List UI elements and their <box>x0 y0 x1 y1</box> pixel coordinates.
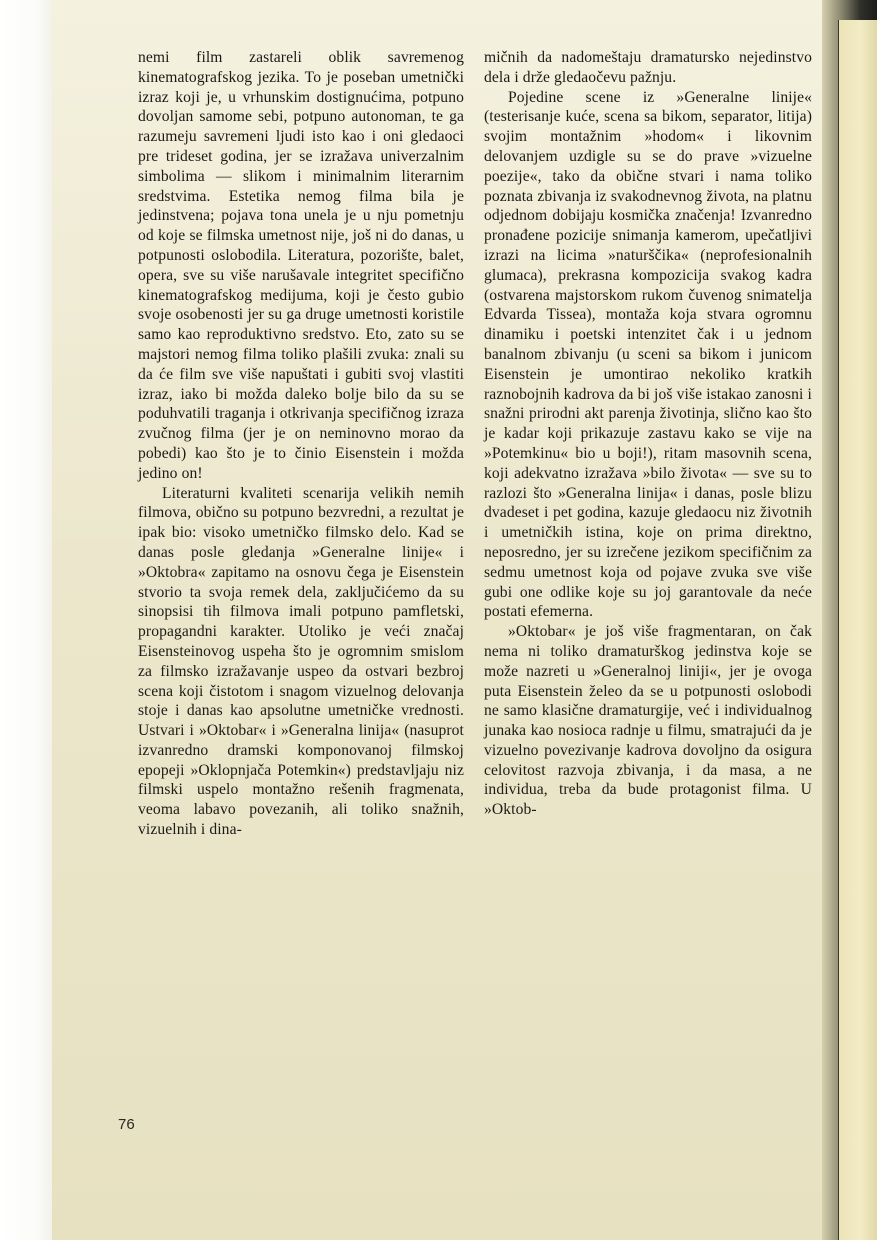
right-column <box>484 48 812 820</box>
page-number: 76 <box>118 1116 135 1133</box>
paragraph: mičnih da nadomeštaju dramatursko nejedinstvo dela i drže gledaočevu pažnju. <box>484 49 812 86</box>
left-margin <box>0 0 52 1240</box>
paragraph: Literaturni kvaliteti scenarija velikih nemih filmova, obično su potpuno bezvredni, a rezultat je ipak bio: visoko umetničko filmsko delo. Kad se danas posle gledanja »Generalne linije« i »Oktobra« zapitamo na osnovu čega je Eisenstein stvorio ta svoja remek dela, zaključićemo da su sinopsisi tih filmova imali potpuno pamfletski, propagandni karakter. Utoliko je veći značaj Eisensteinovog uspeha što je ogromnim smislom za filmsko izražavanje uspeo da ostvari bezbroj scena koji čistotom i snagom vizuelnog delovanja stoje i danas kao apsolutne umetničke vrednosti. Ustvari i »Oktobar« i »Generalna linija« (nasuprot izvanredno dramski komponovanoj filmskoj epopeji »Oklopnjača Potemkin«) predstavljaju niz filmski uspelo montažno rešenih fragmenata, veoma labavo povezanih, ali toliko snažnih, vizuelnih i dina- <box>138 484 464 839</box>
paragraph: nemi film zastareli oblik savremenog kinematografskog jezika. To je poseban umetnički izraz koji je, u vrhunskim dostignućima, potpuno dovoljan samome sebi, potpuno autonoman, te ga razumeju savremeni ljudi isto kao i oni gledaoci pre trideset godina, jer se izražava univerzalnim simbolima — slikom i minimalnim literarnim sredstvima. Estetika nemog filma bila je jedinstvena; pojava tona unela je u nju pometnju od koje se filmska umetnost nije, još ni do danas, u potpunosti oslobodila. Literatura, pozorište, balet, opera, sve su više narušavale integritet specifično kinematografskog medijuma, koji je često gubio svoje osobenosti jer su ga druge umetnosti koristile samo kao reproduktivno sredstvo. Eto, zato su se majstori nemog filma toliko plašili zvuka: znali su da će film sve više napuštati i gubiti svoj vlastiti izraz, iako bi možda daleko bolje bilo da su se poduhvatili traganja i otkrivanja specifičnog izraza zvučnog filma (jer je on neminovno morao da pobedi) kao što je to činio Eisenstein i možda jedino on! <box>138 49 464 482</box>
next-page-edge <box>838 20 877 1240</box>
left-column <box>138 48 464 840</box>
paragraph: »Oktobar« je još više fragmentaran, on čak nema ni toliko dramaturškog jedinstva koje se može nazreti u »Generalnoj liniji«, jer je ovoga puta Eisenstein želeo da se u potpunosti oslobodi ne samo klasične dramaturgije, već i individualnog junaka kao nosioca radnje u filmu, smatrajući da je vizuelno povezivanje kadrova dovoljno da osigura celovitost razvoja zbivanja, i da masa, a ne individua, treba da bude protagonist filma. U »Oktob- <box>484 623 812 819</box>
paragraph: Pojedine scene iz »Generalne linije« (testerisanje kuće, scena sa bikom, separator, litija) svojim montažnim »hodom« i likovnim delovanjem uzdigle su se do prave »vizuelne poezije«, tako da obične stvari i nama toliko poznata zbivanja iz svakodnevnog života, na platnu odjednom dobijaju kosmička značenja! Izvanredno pronađene pozicije snimanja kamerom, upečatljivi izrazi na licima »naturščika« (neprofesionalnih glumaca), prekrasna kompozicija svakog kadra (ostvarena majstorskom rukom čuvenog snimatelja Edvarda Tissea), montaža koja stvara ogromnu dinamiku i poetski intenzitet čak i u jednom banalnom zbivanju (u sceni sa bikom i junicom Eisenstein je umontirao nekoliko kratkih raznobojnih kadrova da bi još više istakao zanosni i snažni prirodni akt parenja životinja, slično kao što je kadar koji prikazuje zastavu kako se vije na »Potemkinu« bio u boji!), ritam masovnih scena, koji adekvatno izražava »bilo života« — sve su to razlozi što »Generalna linija« i danas, posle blizu dvadeset i pet godina, kazuje gledaocu niz životnih i umetničkih istina, koje on prima direktno, neposredno, jer su izrečene jezikom specifičnim za sedmu umetnost koja od pojave zvuka sve više gubi one odlike koje su joj garantovale da neće postati efemerna. <box>484 88 812 621</box>
